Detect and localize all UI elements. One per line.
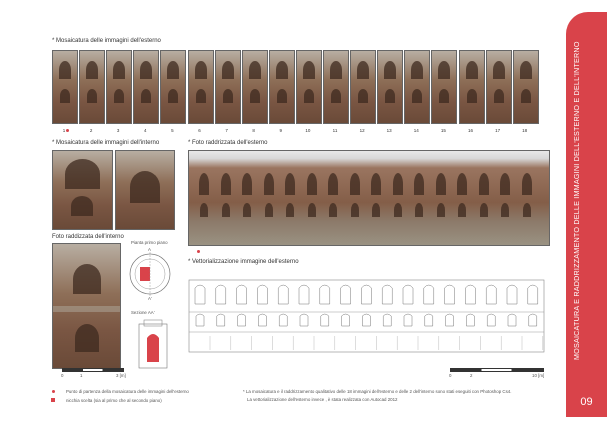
note-line-1: * La mosaicatura e il raddrizzamento qualitativo delle 18 immagini dell'esterno e delle 2 dell'interno sono stati eseguiti con Photoshop Cs4. [243,389,512,394]
legend-square-icon [51,398,55,402]
plan-mark-a: A [148,247,151,252]
interior-rectified-photo [52,243,121,369]
mosaic-tile [242,50,268,124]
start-point-marker [197,250,200,253]
plan-label: Pianta primo piano [131,240,168,245]
plan-mark-a2: A' [148,296,152,301]
tile-number: 8 [252,128,255,133]
tile-number: 1 [62,128,66,133]
tile-number: 9 [279,128,283,133]
section-title-mosaic-interior: * Mosaicatura delle immagini dell'interno [52,140,160,146]
exterior-rectified-photo [188,150,550,246]
mosaic-tile [459,50,485,124]
tile-number: 15 [440,128,446,133]
mosaic-tile [486,50,512,124]
mosaic-tile [296,50,322,124]
note-line-2: La vettorializzazione dell'esterno invece , è stata realizzata con Autocad 2012 [247,397,398,402]
legend-item-2: nicchia scelta (sia al primo che al secondo piano) [66,398,162,403]
scale-left-0: 0 [61,373,64,378]
interior-photo-1 [52,150,113,230]
mosaic-tile [160,50,186,124]
tile-number: 12 [359,128,365,133]
tile-number: 16 [467,128,473,133]
mosaic-tile [52,50,78,124]
mosaic-tile [513,50,539,124]
tile-number: 4 [144,128,147,133]
start-tile-marker [66,129,69,132]
tile-number: 6 [198,128,201,133]
interior-photo-2 [115,150,175,230]
mosaic-tile [323,50,349,124]
page-number: 09 [580,396,593,408]
scale-bar-right [450,368,544,372]
mosaic-tile [188,50,214,124]
tile-number: 13 [386,128,392,133]
section-label: Sezione AA' [131,310,155,315]
legend-dot-icon [52,390,55,393]
section-title-photo-interior: Foto raddizzata dell'interno [52,234,124,240]
mosaic-tile [431,50,457,124]
section-title-mosaic-exterior: * Mosaicatura delle immagini dell'esterno [52,38,161,44]
sidebar-title: MOSAICATURA E RADDRIZZAMENTO DELLE IMMAGINI DELL'ESTERNO E DELL'INTERNO [572,41,581,360]
tile-number: 11 [332,128,338,133]
tile-number: 2 [89,128,93,133]
mosaic-tile [215,50,241,124]
mosaic-tile [404,50,430,124]
scale-left-1: 1 [80,373,83,378]
mosaic-tile [350,50,376,124]
tile-number: 17 [495,128,501,133]
mosaic-tile [79,50,105,124]
plan-drawing [128,252,172,296]
scale-right-10: 10 [m] [532,373,545,378]
scale-bar-left [62,368,124,372]
legend-item-1: Punto di partenza della mosaicatura delle immagini dell'esterno [66,389,189,394]
mosaic-tile [133,50,159,124]
tile-number: 18 [522,128,528,133]
tile-number: 10 [305,128,311,133]
scale-right-2: 2 [470,373,473,378]
tile-number: 7 [225,128,228,133]
mosaic-tile [377,50,403,124]
section-title-photo-exterior: * Foto raddrizzata dell'esterno [188,140,268,146]
mosaic-tile [106,50,132,124]
scale-left-3: 3 [m] [116,373,126,378]
tile-number: 3 [116,128,120,133]
tile-number: 5 [171,128,174,133]
section-drawing [136,318,170,370]
section-title-vector: * Vettorializzazione immagine dell'esterno [188,259,299,265]
tile-number: 14 [413,128,419,133]
scale-right-0: 0 [449,373,452,378]
vector-elevation [185,270,548,362]
mosaic-tile [269,50,295,124]
